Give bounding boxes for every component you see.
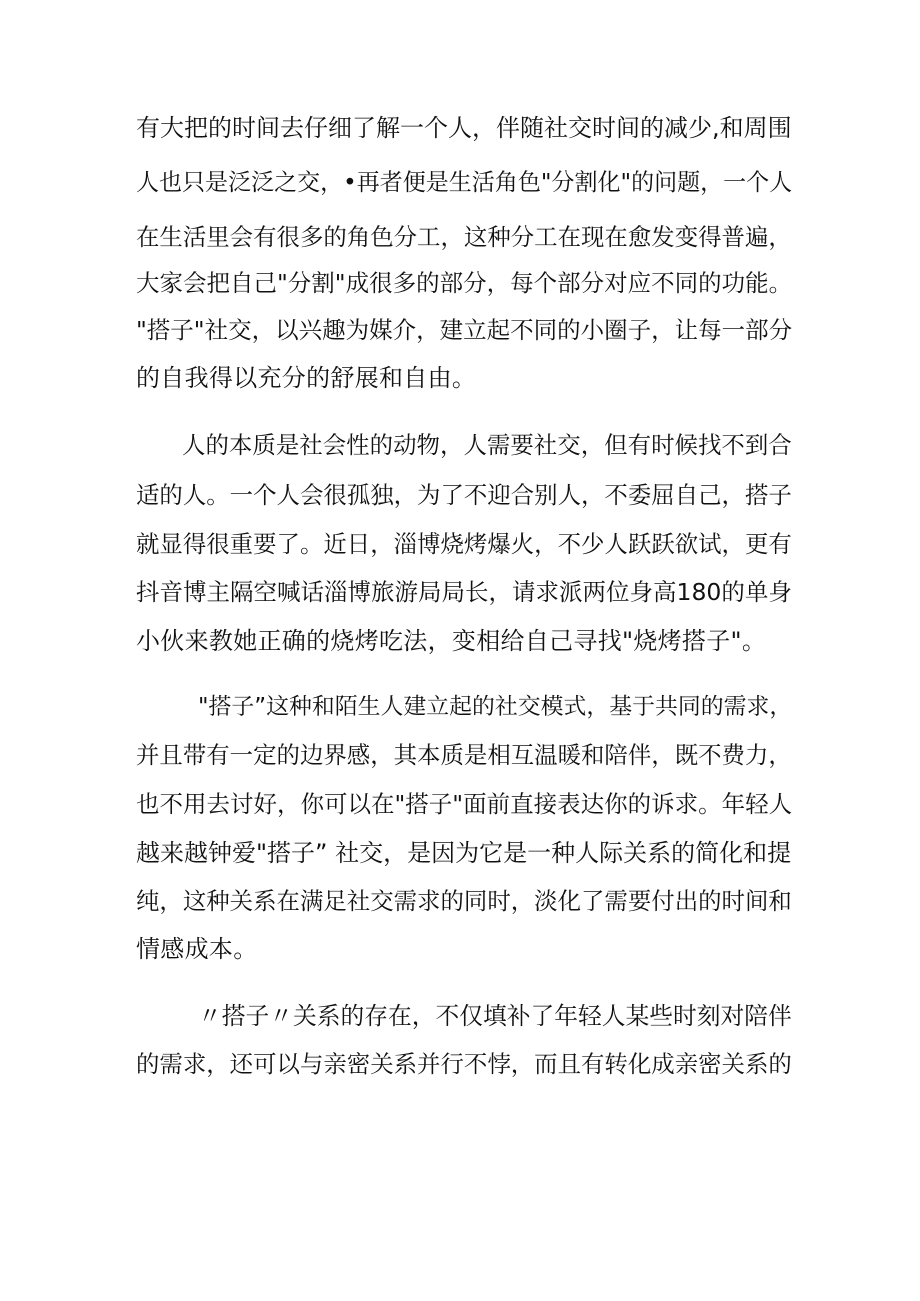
paragraph-2-line-5: 小伙来教她正确的烧烤吃法，变相给自己寻找"烧烤搭子"。 — [136, 627, 767, 655]
paragraph-1-line-3: 在生活里会有很多的角色分工，这种分工在现在愈发变得普遍， — [136, 223, 792, 251]
paragraph-2-line-3: 就显得很重要了。近日，淄博烧烤爆火，不少人跃跃欲试，更有 — [136, 530, 792, 558]
paragraph-3-line-6: 情感成本。 — [136, 935, 258, 963]
paragraph-1-line-1: 有大把的时间去仔细了解一个人，伴随社交时间的减少,和周围 — [136, 114, 792, 142]
paragraph-2-line-1: 人的本质是社会性的动物，人需要社交，但有时候找不到合 — [182, 431, 792, 459]
paragraph-3-line-4: 越来越钟爱"搭子” 社交，是因为它是一种人际关系的简化和提 — [136, 839, 792, 867]
paragraph-3-line-5: 纯，这种关系在满足社交需求的同时，淡化了需要付出的时间和 — [136, 887, 792, 915]
paragraph-4-line-2: 的需求，还可以与亲密关系并行不悖，而且有转化成亲密关系的 — [136, 1050, 792, 1078]
paragraph-2-line-4: 抖音博主隔空喊话淄博旅游局局长，请求派两位身高180的单身 — [136, 578, 792, 606]
paragraph-1-line-4: 大家会把自己"分割"成很多的部分，每个部分对应不同的功能。 — [136, 269, 793, 297]
paragraph-4-line-1: 〃搭子〃关系的存在，不仅填补了年轻人某些时刻对陪伴 — [198, 1002, 792, 1030]
paragraph-3-line-3: 也不用去讨好，你可以在"搭子"面前直接表达你的诉求。年轻人 — [136, 790, 793, 818]
paragraph-1-line-2: 人也只是泛泛之交，•再者便是生活角色"分割化"的问题，一个人 — [136, 170, 793, 196]
paragraph-3-line-2: 并且带有一定的边界感，其本质是相互温暖和陪伴，既不费力， — [136, 741, 792, 769]
paragraph-1-line-5: "搭子"社交，以兴趣为媒介，建立起不同的小圈子，让每一部分 — [136, 316, 793, 344]
paragraph-1-line-6: 的自我得以充分的舒展和自由。 — [136, 364, 477, 392]
paragraph-3-line-1: "搭子”这种和陌生人建立起的社交模式，基于共同的需求， — [198, 694, 793, 720]
paragraph-2-line-2: 适的人。一个人会很孤独，为了不迎合别人，不委屈自己，搭子 — [136, 481, 792, 509]
